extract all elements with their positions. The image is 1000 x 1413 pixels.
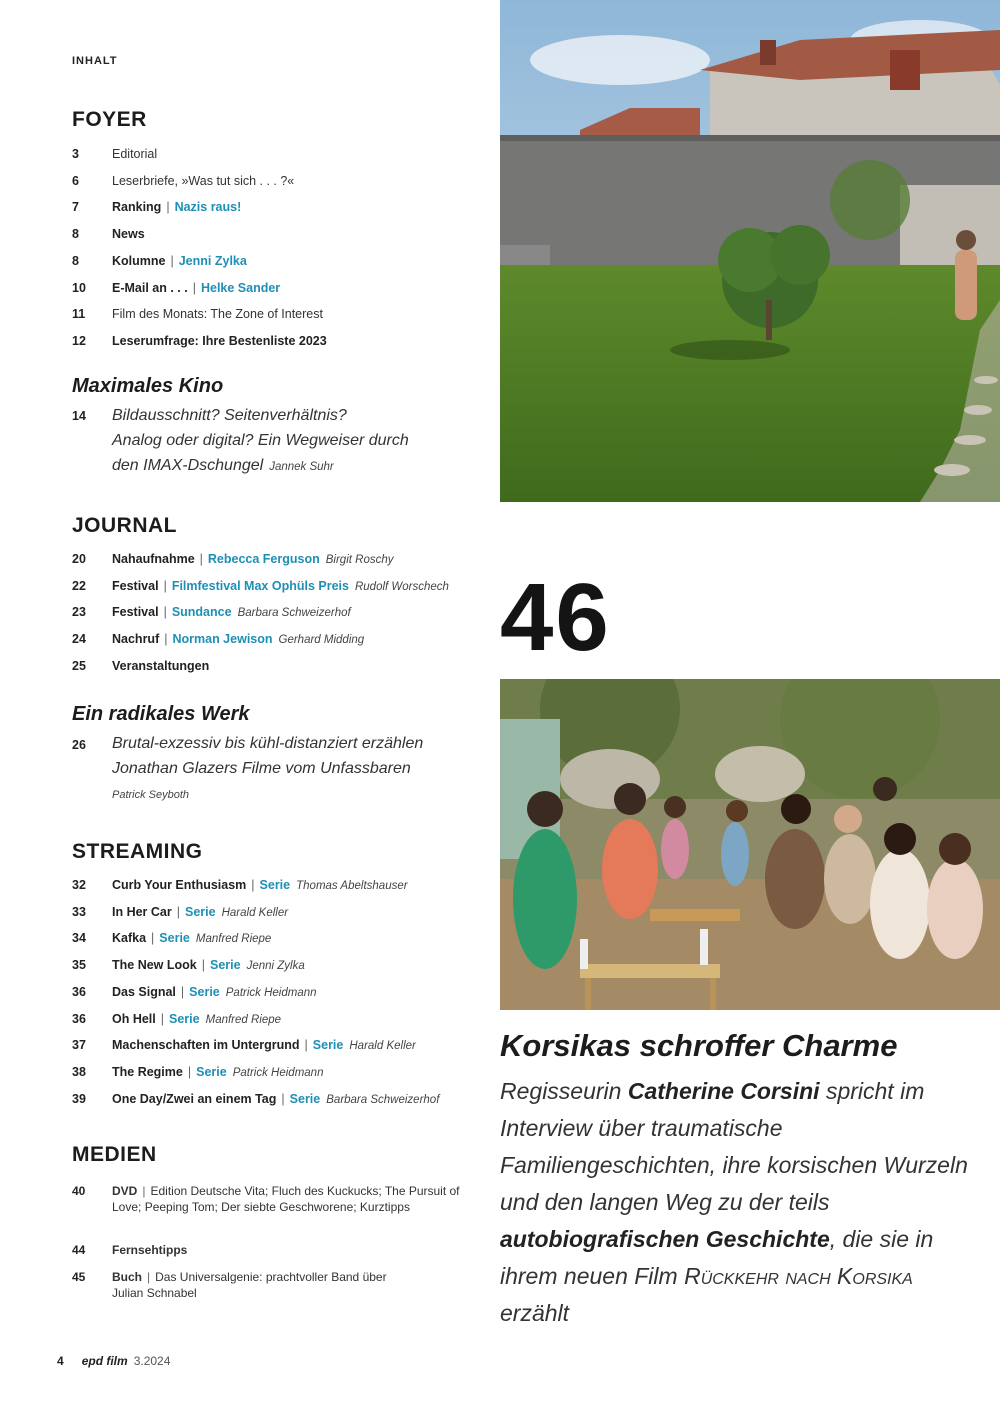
toc-author: Jenni Zylka: [246, 960, 305, 973]
toc-author: Rudolf Worschech: [354, 580, 449, 593]
separator: |: [163, 578, 167, 593]
toc-topic[interactable]: Serie: [289, 1091, 321, 1106]
toc-topic[interactable]: Norman Jewison: [172, 632, 273, 647]
toc-page-number: 8: [72, 253, 79, 268]
toc-page-number: 25: [72, 658, 86, 673]
toc-topic[interactable]: Serie: [209, 958, 241, 973]
film-title: Rückkehr nach Korsika: [684, 1263, 913, 1289]
toc-topic[interactable]: Serie: [169, 1011, 200, 1026]
toc-title: One Day/Zwei an einem Tag: [112, 1091, 277, 1106]
toc-title: In Her Car: [112, 904, 172, 919]
teaser-text-part: spricht im Interview über traumatische Familiengeschichten, ihre korsischen Wurzeln und den langen Weg zu der teils: [500, 1078, 968, 1215]
toc-title: DVD: [112, 1184, 138, 1198]
toc-topic[interactable]: Serie: [159, 931, 190, 946]
director-name: Catherine Corsini: [627, 1078, 820, 1104]
toc-title: News: [112, 227, 145, 242]
toc-topic[interactable]: Filmfestival Max Ophüls Preis: [171, 578, 349, 593]
separator: |: [251, 878, 255, 892]
separator: |: [201, 958, 205, 973]
feature-author: Patrick Seyboth: [112, 789, 190, 801]
toc-detail: Das Universalgenie: prachtvoller Band über Julian Schnabel: [112, 1270, 387, 1300]
toc-author: Patrick Heidmann: [232, 1066, 324, 1079]
toc-title: Veranstaltungen: [112, 658, 210, 673]
toc-page-number: 40: [72, 1184, 86, 1198]
toc-author: Harald Keller: [349, 1040, 416, 1053]
toc-page-number: 23: [72, 605, 86, 620]
toc-title: Oh Hell: [112, 1011, 156, 1026]
section-heading-streaming: STREAMING: [72, 840, 203, 863]
separator: |: [164, 632, 168, 647]
toc-page-number: 3: [72, 147, 79, 161]
film-still-garden-photo: [500, 0, 1000, 502]
teaser-text-part: , die sie in ihrem neuen Film: [500, 1226, 934, 1289]
toc-topic[interactable]: Serie: [196, 1064, 227, 1079]
toc-title: Leserumfrage: Ihre Bestenliste 2023: [112, 333, 327, 348]
teaser-headline[interactable]: Korsikas schroffer Charme: [500, 1028, 898, 1063]
separator: |: [176, 904, 180, 919]
toc-title: Fernsehtipps: [112, 1243, 188, 1257]
toc-title: Film des Monats: The Zone of Interest: [112, 307, 323, 322]
separator: |: [281, 1091, 285, 1106]
feature-page-number: 14: [72, 409, 86, 423]
toc-title: Machenschaften im Untergrund: [112, 1038, 300, 1053]
contents-label: INHALT: [72, 55, 118, 67]
toc-topic[interactable]: Rebecca Ferguson: [207, 552, 320, 566]
toc-author: Patrick Heidmann: [225, 986, 317, 999]
toc-page-number: 37: [72, 1038, 86, 1053]
toc-page-number: 36: [72, 984, 86, 999]
toc-topic[interactable]: Sundance: [171, 605, 232, 620]
separator: |: [166, 200, 170, 215]
toc-title: Kolumne: [112, 253, 166, 268]
toc-page-number: 8: [72, 227, 79, 242]
toc-title: E-Mail an . . .: [112, 280, 188, 295]
toc-topic[interactable]: Serie: [189, 984, 220, 999]
toc-author: Manfred Riepe: [195, 933, 272, 946]
toc-title: Buch: [112, 1270, 142, 1284]
toc-topic[interactable]: Serie: [259, 878, 291, 892]
toc-topic[interactable]: Nazis raus!: [174, 200, 242, 215]
toc-page-number: 10: [72, 280, 86, 295]
separator: |: [187, 1064, 192, 1079]
teaser-highlight: autobiografischen Geschichte: [500, 1226, 830, 1252]
toc-page-number: 7: [72, 200, 79, 215]
page-footer: [57, 1354, 170, 1368]
toc-title: Nahaufnahme: [112, 552, 195, 566]
separator: |: [192, 280, 196, 295]
feature-page-number: 26: [72, 738, 86, 752]
toc-title: Ranking: [112, 200, 162, 215]
toc-page-number: 44: [72, 1243, 86, 1257]
issue-number: 3.2024: [133, 1354, 171, 1368]
feature-teaser-line: Jonathan Glazers Filme vom Unfassbaren: [112, 760, 411, 777]
toc-page-number: 22: [72, 578, 86, 593]
separator: |: [160, 1011, 165, 1026]
toc-page-number: 39: [72, 1091, 86, 1106]
separator: |: [151, 931, 155, 946]
toc-page-number: 12: [72, 333, 86, 348]
toc-author: Gerhard Midding: [278, 634, 365, 647]
toc-page-number: 38: [72, 1064, 86, 1079]
toc-title: Nachruf: [112, 632, 160, 647]
separator: |: [304, 1038, 308, 1053]
toc-detail: Edition Deutsche Vita; Fluch des Kuckucks; The Pursuit of Love; Peeping Tom; Der siebte Geschworene; Kurztipps: [112, 1184, 460, 1214]
toc-topic[interactable]: Serie: [185, 904, 216, 919]
toc-title: Das Signal: [112, 984, 176, 999]
feature-teaser-line: Bildausschnitt? Seitenverhältnis?: [112, 407, 347, 424]
toc-topic[interactable]: Jenni Zylka: [178, 253, 247, 268]
toc-title: Editorial: [112, 147, 158, 161]
feature-teaser-line: Brutal-exzessiv bis kühl-distanziert erzählen: [112, 735, 424, 752]
toc-page-number: 11: [72, 307, 86, 322]
footer-page-number: 4: [57, 1354, 64, 1368]
feature-teaser-line: Analog oder digital? Ein Wegweiser durch: [112, 432, 409, 449]
separator: |: [163, 605, 167, 620]
toc-title: Leserbriefe, »Was tut sich . . . ?«: [112, 173, 295, 188]
toc-author: Barbara Schweizerhof: [237, 607, 351, 620]
separator: |: [199, 552, 203, 566]
toc-page-number: 35: [72, 958, 86, 973]
magazine-name: epd film: [81, 1354, 128, 1368]
feature-heading-radikales-werk: Ein radikales Werk: [72, 703, 250, 725]
toc-page-number: 45: [72, 1270, 86, 1284]
toc-page-number: 32: [72, 878, 86, 892]
section-heading-foyer: FOYER: [72, 108, 147, 131]
toc-title: Curb Your Enthusiasm: [112, 878, 247, 892]
feature-page-number-large: 46: [500, 564, 611, 671]
toc-author: Thomas Abeltshauser: [296, 880, 408, 892]
toc-author: Birgit Roschy: [325, 554, 394, 566]
toc-title: Festival: [112, 578, 159, 593]
toc-title: Festival: [112, 605, 159, 620]
toc-author: Harald Keller: [221, 906, 289, 919]
toc-page-number: 24: [72, 632, 86, 647]
teaser-text: [500, 1073, 970, 1332]
toc-topic[interactable]: Serie: [312, 1038, 344, 1053]
feature-teaser-line: [112, 453, 472, 480]
toc-page-number: 34: [72, 931, 86, 946]
feature-teaser-text[interactable]: [112, 731, 472, 781]
toc-author: Manfred Riepe: [205, 1013, 282, 1026]
section-heading-medien: MEDIEN: [72, 1143, 157, 1166]
toc-author: Barbara Schweizerhof: [326, 1093, 440, 1106]
teaser-text-part: erzählt: [500, 1300, 570, 1326]
toc-title: The Regime: [112, 1064, 183, 1079]
separator: |: [170, 253, 174, 268]
toc-page-number: 36: [72, 1011, 86, 1026]
feature-teaser-text[interactable]: [112, 403, 472, 480]
separator: |: [180, 984, 185, 999]
feature-teaser-line-text: den IMAX-Dschungel: [112, 457, 264, 474]
toc-title: Kafka: [112, 931, 147, 946]
teaser-text-part: Regisseurin: [500, 1078, 628, 1104]
toc-page-number: 6: [72, 173, 79, 188]
section-heading-journal: JOURNAL: [72, 514, 178, 537]
feature-author: Jannek Suhr: [269, 461, 334, 473]
toc-title: The New Look: [112, 958, 197, 973]
toc-page-number: 20: [72, 552, 86, 566]
feature-heading-maximales-kino: Maximales Kino: [72, 375, 224, 397]
film-still-gathering-photo: [500, 679, 1000, 1010]
toc-topic[interactable]: Helke Sander: [200, 280, 281, 295]
toc-page-number: 33: [72, 904, 86, 919]
